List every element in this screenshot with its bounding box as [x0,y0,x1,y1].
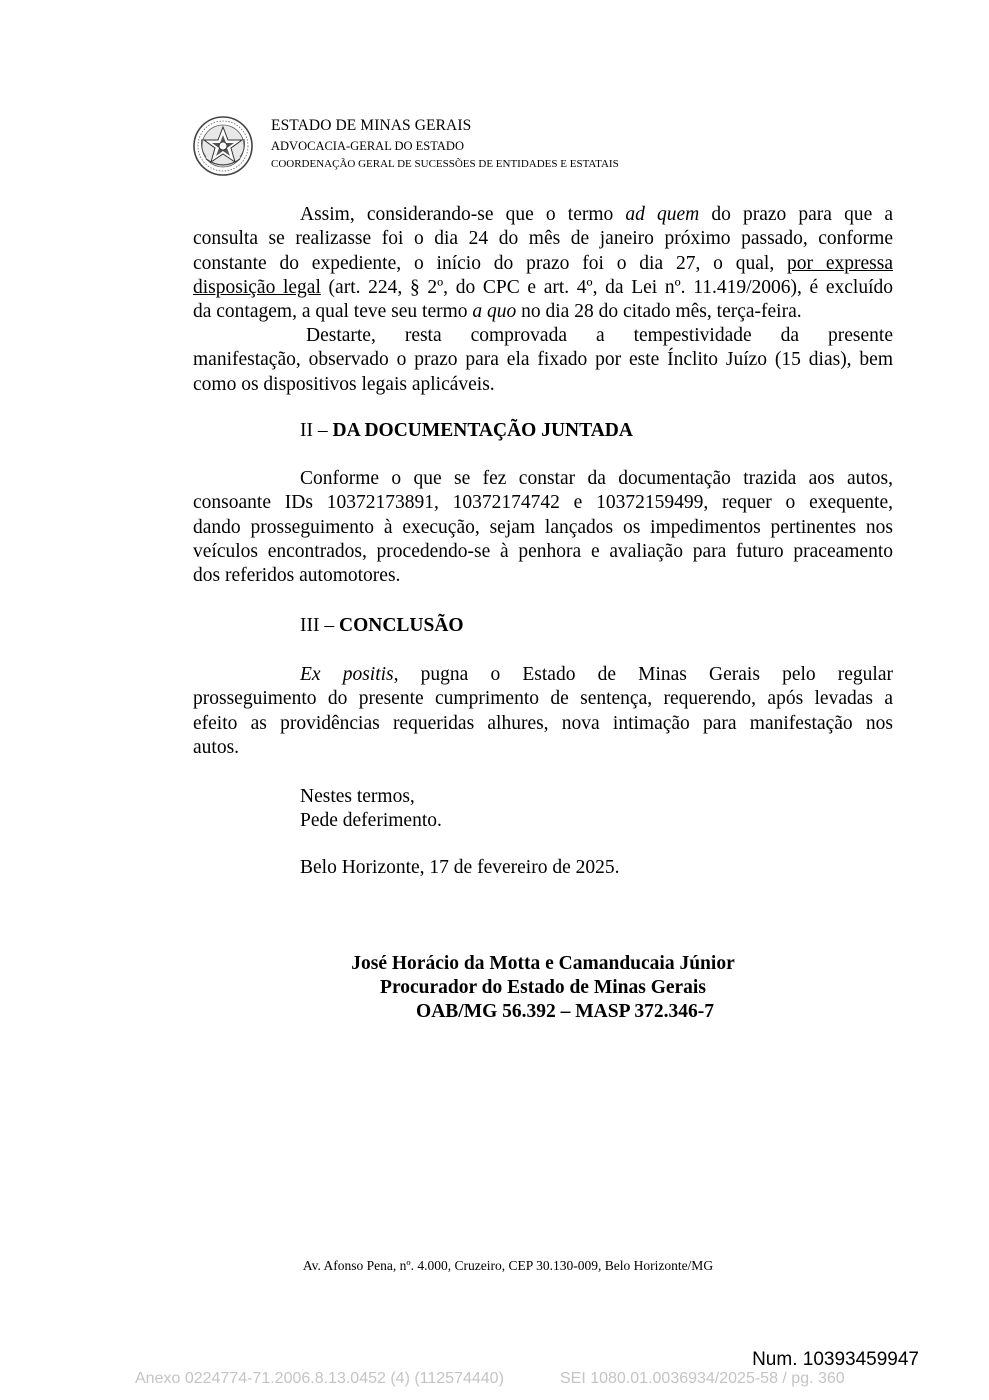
signatory-registration: OAB/MG 56.392 – MASP 372.346-7 [416,1001,714,1022]
header-coordination-name: COORDENAÇÃO GERAL DE SUCESSÕES DE ENTIDADES E ESTATAIS [271,158,619,170]
paragraph-line: constante do expediente, o início do prazo foi o dia 27, o qual, por expressa [193,252,893,274]
paragraph-deadline [193,203,893,324]
signatory-name: José Horácio da Motta e Camanducaia Júnior [351,953,735,974]
paragraph-line: prosseguimento do presente cumprimento de sentença, requerendo, após levadas a [193,688,893,710]
coat-of-arms-seal-icon [192,115,254,177]
section-heading-documentation: II – DA DOCUMENTAÇÃO JUNTADA [300,420,633,441]
paragraph-line: consulta se realizasse foi o dia 24 do mês de janeiro próximo passado, conforme [193,228,893,250]
sei-stamp: SEI 1080.01.0036934/2025-58 / pg. 360 [560,1370,845,1387]
document-number: Num. 10393459947 [752,1349,919,1370]
paragraph-line: efeito as providências requeridas alhures, nova intimação para manifestação nos [193,712,893,734]
annex-stamp: Anexo 0224774-71.2006.8.13.0452 (4) (112574440) [135,1370,504,1387]
header-state-name: ESTADO DE MINAS GERAIS [271,117,472,134]
closing-terms: Nestes termos, [300,786,415,807]
paragraph-line: consoante IDs 10372173891, 10372174742 e 10372159499, requer o exequente, [193,492,893,514]
paragraph-line: como os dispositivos legais aplicáveis. [193,373,495,395]
paragraph-line: Destarte, resta comprovada a tempestividade da presente [306,325,893,346]
place-and-date: Belo Horizonte, 17 de fevereiro de 2025. [300,857,620,878]
closing-request: Pede deferimento. [300,810,442,831]
signatory-role: Procurador do Estado de Minas Gerais [380,977,706,998]
paragraph-line: dos referidos automotores. [193,565,401,587]
paragraph-line: Assim, considerando-se que o termo ad quem do prazo para que a [300,204,893,225]
paragraph-line: manifestação, observado o prazo para ela fixado por este Ínclito Juízo (15 dias), bem [193,349,893,371]
paragraph-line: da contagem, a qual teve seu termo a quo no dia 28 do citado mês, terça-feira. [193,301,802,323]
footer-address: Av. Afonso Pena, nº. 4.000, Cruzeiro, CEP 30.130-009, Belo Horizonte/MG [302,1258,714,1273]
paragraph-conclusion [193,663,893,760]
paragraph-line: Conforme o que se fez constar da documentação trazida aos autos, [300,468,893,489]
paragraph-documentation [193,467,893,588]
section-heading-conclusion: III – CONCLUSÃO [300,615,464,636]
paragraph-line: dando prosseguimento à execução, sejam lançados os impedimentos pertinentes nos [193,516,893,538]
paragraph-line: Ex positis, pugna o Estado de Minas Gerais pelo regular [300,664,893,685]
paragraph-timeliness [193,324,893,397]
paragraph-line: autos. [193,736,240,758]
header-agency-name: ADVOCACIA-GERAL DO ESTADO [271,139,464,153]
paragraph-line: veículos encontrados, procedendo-se à penhora e avaliação para futuro praceamento [193,540,893,562]
paragraph-line: disposição legal (art. 224, § 2º, do CPC e art. 4º, da Lei nº. 11.419/2006), é excluído [193,276,894,298]
